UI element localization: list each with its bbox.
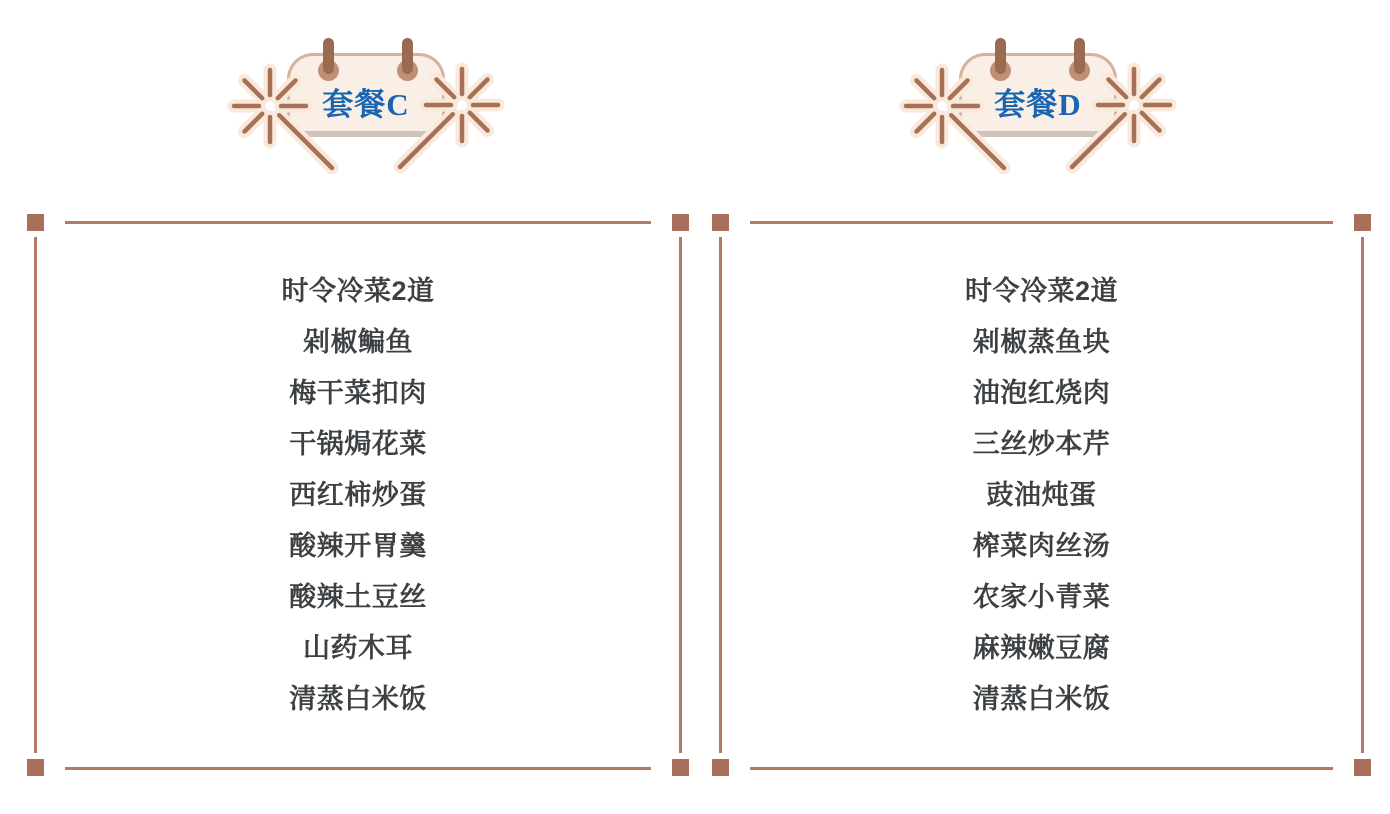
badge-title: 套餐C xyxy=(322,87,410,122)
dish-item: 酸辣土豆丝 xyxy=(289,582,427,612)
frame-line-top xyxy=(750,221,1333,224)
corner-square xyxy=(672,759,689,776)
dish-item: 清蒸白米饭 xyxy=(972,684,1111,714)
dish-item: 时令冷菜2道 xyxy=(281,276,435,306)
corner-square xyxy=(27,759,44,776)
frame-line-bottom xyxy=(750,767,1333,770)
dish-item: 榨菜肉丝汤 xyxy=(972,531,1111,561)
corner-square xyxy=(712,214,729,231)
dish-list xyxy=(712,266,1371,725)
corner-square xyxy=(1354,214,1371,231)
sparkle-burst-icon xyxy=(897,61,1037,201)
dish-item: 油泡红烧肉 xyxy=(972,378,1111,408)
corner-square xyxy=(1354,759,1371,776)
corner-square xyxy=(712,759,729,776)
dish-item: 剁椒鳊鱼 xyxy=(303,327,413,357)
dish-item: 农家小青菜 xyxy=(972,582,1111,612)
badge-set-c xyxy=(230,30,500,202)
badge-set-d xyxy=(902,30,1172,202)
corner-square xyxy=(27,214,44,231)
sparkle-burst-icon xyxy=(1039,60,1179,200)
sparkle-burst-icon xyxy=(367,60,507,200)
dish-item: 剁椒蒸鱼块 xyxy=(972,327,1111,357)
menu-panel-set-c xyxy=(27,214,689,776)
corner-square xyxy=(672,214,689,231)
dish-item: 豉油炖蛋 xyxy=(986,480,1097,510)
frame-line-bottom xyxy=(65,767,651,770)
dish-item: 时令冷菜2道 xyxy=(964,276,1119,306)
menu-panel-set-d xyxy=(712,214,1371,776)
dish-item: 三丝炒本芹 xyxy=(972,429,1111,459)
dish-item: 清蒸白米饭 xyxy=(289,684,427,714)
frame-line-top xyxy=(65,221,651,224)
dish-item: 麻辣嫩豆腐 xyxy=(972,633,1111,663)
dish-item: 山药木耳 xyxy=(303,633,413,663)
badge-title: 套餐D xyxy=(994,87,1082,122)
dish-list xyxy=(27,266,689,725)
dish-item: 西红柿炒蛋 xyxy=(289,480,427,510)
dish-item: 梅干菜扣肉 xyxy=(289,378,427,408)
dish-item: 酸辣开胃羹 xyxy=(289,531,427,561)
dish-item: 干锅焗花菜 xyxy=(289,429,427,459)
sparkle-burst-icon xyxy=(225,61,365,201)
